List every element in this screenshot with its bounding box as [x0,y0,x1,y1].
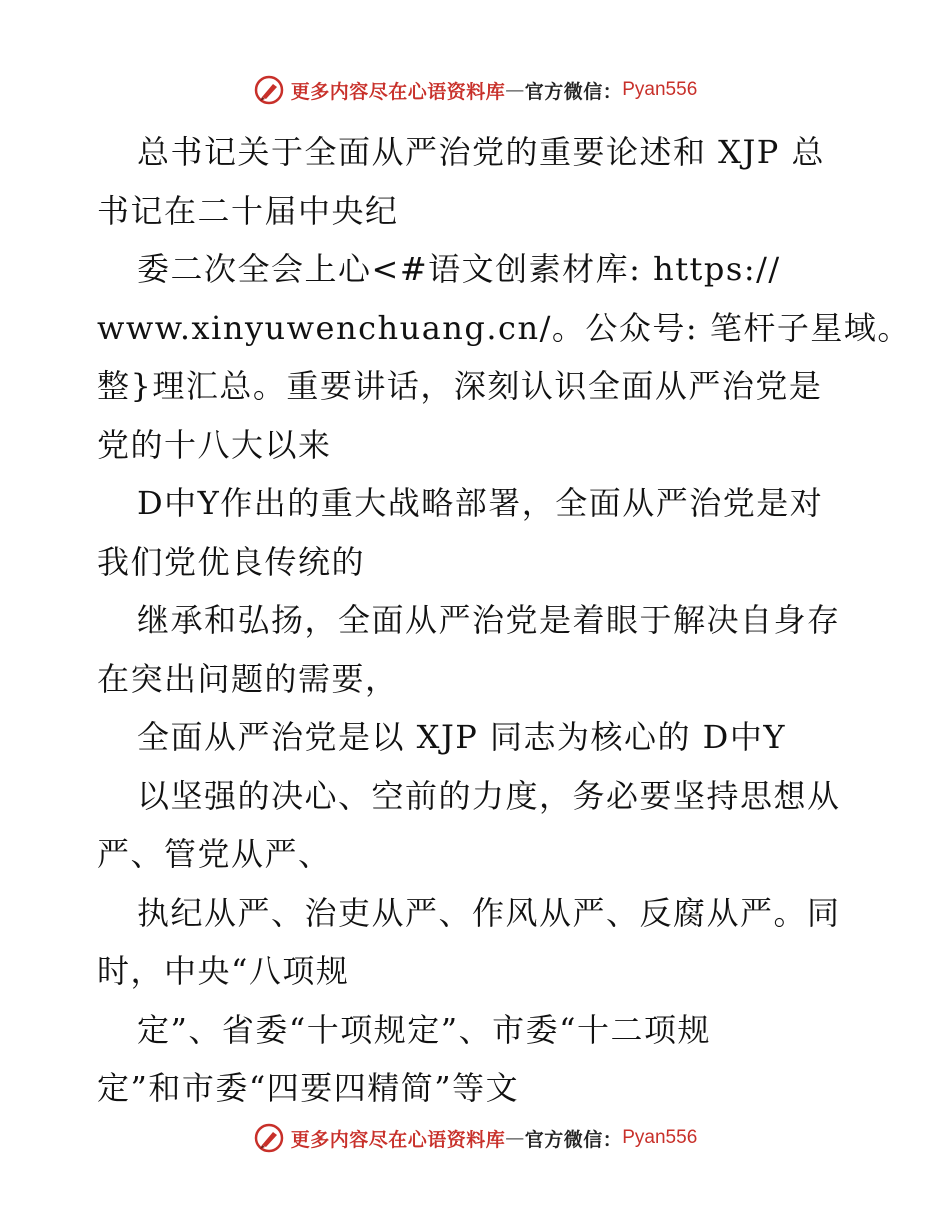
text-line: 执纪从严、治吏从严、作风从严、反腐从严。同 [137,893,841,932]
watermark-separator: — [505,79,525,101]
text-line: 继承和弘扬，全面从严治党是着眼于解决自身存 [137,601,841,639]
text-line: 以坚强的决心、空前的力度，务必要坚持思想从 [137,776,841,815]
text-line: 时，中央“八项规 [97,952,350,990]
text-line: 定”和市委“四要四精简”等文 [97,1069,520,1107]
pen-logo-icon [253,74,285,106]
pen-logo-icon [253,1122,285,1154]
text-line: www.xinyuwenchuang.cn/。公众号: 笔杆子星域。 [97,308,911,347]
watermark-main-text: 更多内容尽在心语资料库 [290,1128,506,1151]
watermark-wechat-id: Pyan556 [622,79,698,100]
watermark-main-text: 更多内容尽在心语资料库 [290,80,506,103]
text-line: 定”、省委“十项规定”、市委“十二项规 [137,1010,711,1049]
text-line: 我们党优良传统的 [97,542,366,581]
document-body [97,123,911,1118]
header-watermark [0,70,950,110]
text-line: 总书记关于全面从严治党的重要论述和 XJP 总 [137,133,825,171]
text-line: 在突出问题的需要， [97,659,399,698]
watermark-separator: — [505,1127,525,1149]
footer-watermark [0,1118,950,1158]
text-line: 书记在二十届中央纪 [97,191,399,230]
watermark-official-text: 官方微信： [524,1128,623,1151]
text-line: 党的十八大以来 [97,425,332,464]
text-line: 委二次全会上心<#语文创素材库: https:// [137,250,781,288]
text-line: D中Y作出的重大战略部署，全面从严治党是对 [137,484,824,522]
watermark-wechat-id: Pyan556 [622,1127,698,1148]
text-line: 全面从严治党是以 XJP 同志为核心的 D中Y [137,718,786,756]
text-line: 严、管党从严、 [97,835,332,873]
text-line: 整}理汇总。重要讲话，深刻认识全面从严治党是 [97,367,823,405]
watermark-official-text: 官方微信： [524,80,623,103]
